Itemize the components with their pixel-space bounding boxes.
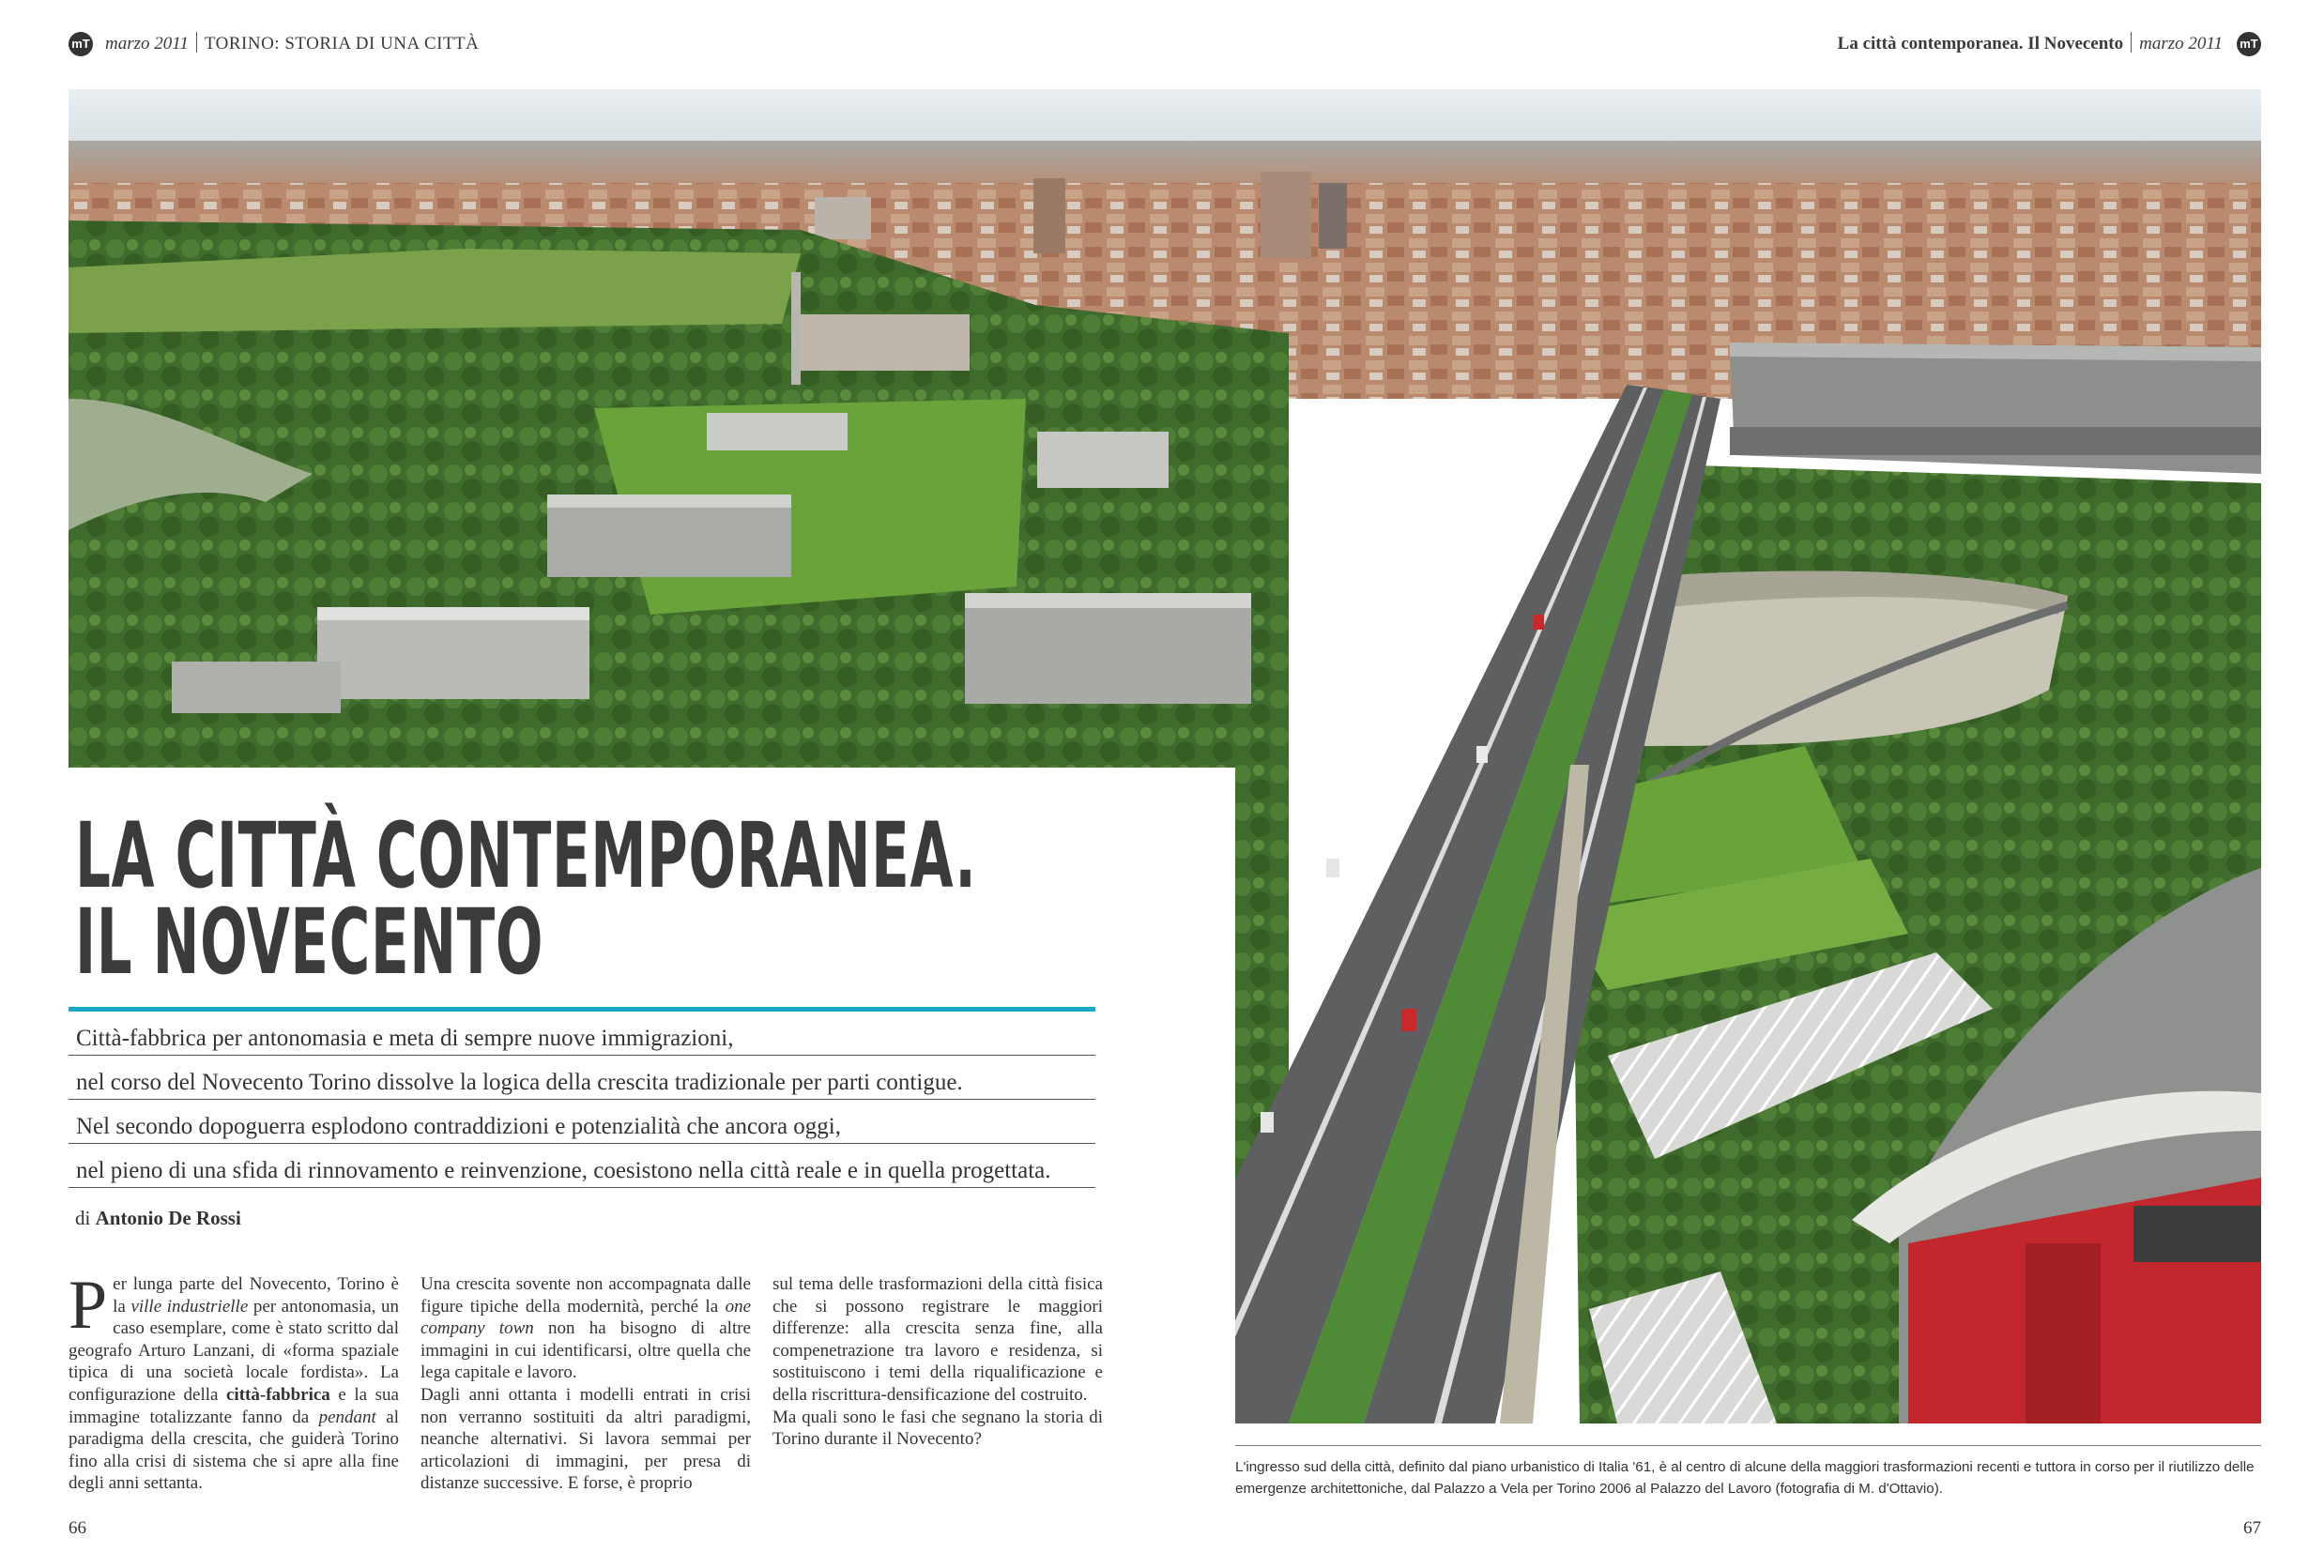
photo-caption: L'ingresso sud della città, definito dal piano urbanistico di Italia '61, è al centro di alcune della maggiori trasformazioni recenti e tuttora in corso per il riutilizzo delle emergenze architettoniche, dal Palazzo a Vela per Torino 2006 al Palazzo del Lavoro (fotografia di M. d'Ottavio).	[1235, 1459, 2255, 1497]
body-paragraph: Dagli anni ottanta i modelli entrati in crisi non verranno sostituiti da altri paradigmi, neanche alternativi. Si lavora semmai per articolazioni di immagini, per presa di distanze successive. E forse, è proprio	[420, 1384, 751, 1494]
deck-line: Città-fabbrica per antonomasia e meta di sempre nuove immigrazioni,	[69, 1012, 1095, 1056]
body-paragraph	[420, 1273, 751, 1384]
page-number-left: 66	[69, 1518, 86, 1538]
article-title	[75, 803, 977, 995]
drop-cap: P	[69, 1267, 108, 1344]
body-text: per antonomasia, un caso esemplare, come è stato scritto dal geografo Arturo Lanzani, di «forma spaziale tipica di una società locale fordista». La configurazione della	[69, 1296, 399, 1405]
body-column-2	[420, 1273, 751, 1495]
body-column-3	[772, 1273, 1103, 1451]
byline-author: Antonio De Rossi	[95, 1207, 241, 1229]
body-strong: città-fabbrica	[226, 1384, 330, 1405]
header-divider-right	[2131, 32, 2132, 53]
body-text: al paradigma della crescita, che guiderà Torino fino alla crisi di sistema che si apre alla fine degli anni settanta.	[69, 1407, 400, 1494]
magazine-logo-right: mT	[2237, 32, 2261, 56]
byline	[75, 1207, 241, 1230]
header-issue-left: marzo 2011	[105, 34, 189, 53]
header-section-left: TORINO: STORIA DI UNA CITTÀ	[204, 34, 480, 53]
body-emphasis: ville industrielle	[130, 1296, 249, 1317]
body-text: non ha bisogno di altre immagini in cui identificarsi, oltre quella che lega capitale e lavoro.	[420, 1318, 751, 1383]
body-paragraph: sul tema delle trasformazioni della città fisica che si possono registrare le maggiori differenze: alla crescita senza fine, alla compenetrazione tra lavoro e residenza, si sostituiscono i temi della riqualificazione e della riscrittura-densificazione del costruito.	[772, 1274, 1103, 1405]
header-divider-left	[196, 32, 197, 53]
body-emphasis: pendant	[318, 1407, 376, 1427]
body-paragraph	[69, 1267, 400, 1495]
body-column-1	[69, 1267, 400, 1495]
body-text: er lunga parte del Novecento, Torino è la	[113, 1274, 399, 1317]
header-section-right: La città contemporanea. Il Novecento	[1837, 34, 2124, 53]
caption-rule	[1235, 1445, 2261, 1446]
page-number-right: 67	[2243, 1518, 2261, 1538]
deck-line: nel pieno di una sfida di rinnovamento e reinvenzione, coesistono nella città reale e in quella progettata.	[69, 1144, 1095, 1188]
title-line-2: IL NOVECENTO	[75, 890, 544, 995]
article-deck	[69, 1012, 1095, 1188]
byline-prefix: di	[75, 1207, 91, 1229]
body-text: e la sua immagine totalizzante fanno da	[69, 1384, 399, 1427]
body-text: Una crescita sovente non accompagnata dalle figure tipiche della modernità, perché la	[420, 1274, 751, 1317]
deck-line: nel corso del Novecento Torino dissolve la logica della crescita tradizionale per parti contigue.	[69, 1056, 1095, 1100]
header-issue-right: marzo 2011	[2139, 34, 2223, 53]
running-header-right	[1838, 32, 2223, 54]
body-paragraph: Ma quali sono le fasi che segnano la storia di Torino durante il Novecento?	[772, 1407, 1103, 1450]
magazine-logo-left: mT	[69, 32, 93, 56]
title-line-1: LA CITTÀ CONTEMPORANEA.	[75, 803, 977, 908]
body-emphasis: one company town	[420, 1296, 751, 1339]
running-header-left	[105, 32, 479, 54]
deck-line: Nel secondo dopoguerra esplodono contraddizioni e potenzialità che ancora oggi,	[69, 1100, 1095, 1144]
